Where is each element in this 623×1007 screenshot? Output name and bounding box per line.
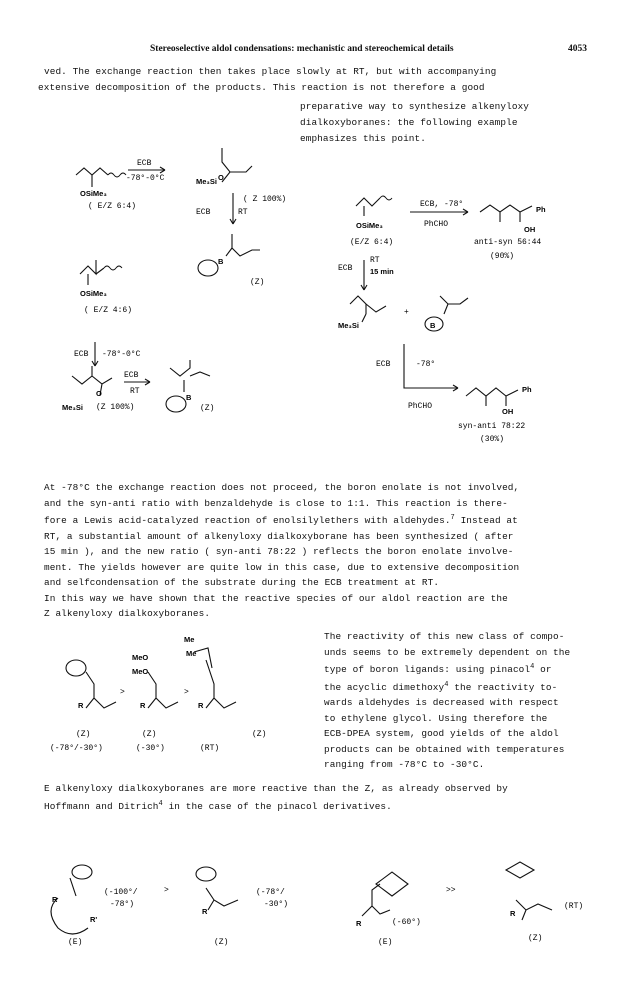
label-gt: > — [184, 688, 189, 697]
text-line: dialkoxyboranes: the following example — [300, 117, 518, 128]
label-rt: RT — [238, 208, 248, 217]
paragraph-2 — [44, 781, 508, 814]
text-span: Hoffmann and Ditrich — [44, 800, 159, 812]
text-line — [324, 678, 570, 696]
label-15min: 15 min — [370, 267, 394, 276]
label-meo: MeO — [132, 653, 149, 662]
text-span: or — [534, 664, 552, 676]
label-ecb: ECB — [376, 360, 391, 369]
text-line: 15 min ), and the new ratio ( syn-anti 78:22 ) reflects the boron enolate involve- — [44, 546, 514, 558]
label-rt: RT — [370, 256, 380, 265]
text-line — [44, 797, 508, 815]
label-ph: Ph — [536, 205, 546, 214]
label-e: (E) — [68, 938, 83, 947]
label-ecb: ECB — [124, 371, 139, 380]
label-me3si: Me₃Si — [196, 177, 217, 186]
label-oh: OH — [524, 225, 536, 234]
text-span: Instead at — [454, 515, 518, 527]
text-line — [44, 511, 519, 529]
label-phcho: PhCHO — [408, 402, 433, 411]
label-osime3: OSiMe₃ — [80, 289, 107, 298]
label-temp: (RT) — [564, 902, 584, 911]
text-span: the acyclic dimethoxy — [324, 681, 445, 693]
right-text-2 — [324, 629, 570, 773]
label-rt: RT — [130, 387, 140, 396]
label-z100: (Z 100%) — [96, 403, 135, 412]
text-line — [324, 660, 570, 678]
label-temp: (-60°) — [392, 918, 421, 927]
running-title: Stereoselective aldol condensations: mechanistic and stereochemical details — [150, 44, 454, 54]
label-me3si: Me₃Si — [62, 403, 83, 412]
text-span: type of boron ligands: using pinacol — [324, 664, 531, 676]
text-span: fore a Lewis acid-catalyzed reaction of enolsilylethers with aldehydes. — [44, 515, 451, 527]
label-r: R — [198, 701, 204, 710]
text-line: ment. The yields however are quite low in this case, due to extensive decomposition — [44, 561, 520, 573]
label-temp: (-100°/ — [104, 888, 138, 897]
label-e: (E) — [378, 938, 393, 947]
label-ratio: ( E/Z 4:6) — [84, 306, 133, 315]
text-line: ranging from -78°C to -30°C. — [324, 759, 485, 771]
label-cond: -78°-0°C — [102, 350, 141, 359]
label-z: (Z) — [250, 278, 265, 287]
label-gt: > — [164, 886, 169, 895]
label-o: O — [96, 389, 102, 398]
label-gt: > — [120, 688, 125, 697]
label-z100: ( Z 100%) — [243, 195, 287, 204]
label-o: O — [218, 173, 224, 182]
label-z: (Z) — [252, 730, 267, 739]
page-number: 4053 — [568, 44, 587, 54]
text-line: emphasizes this point. — [300, 133, 426, 144]
label-ratio: ( E/Z 6:4) — [88, 202, 137, 211]
label-gtgt: >> — [446, 886, 456, 895]
label-r: R — [202, 907, 208, 916]
text-line: The reactivity of this new class of compo- — [324, 631, 565, 642]
label-ecb: ECB — [74, 350, 89, 359]
label-ecb-m78: ECB, -78° — [420, 200, 464, 209]
reference-4: 4 — [444, 680, 449, 689]
label-syn-anti: syn-anti 78:22 — [458, 422, 526, 431]
label-b: B — [218, 257, 224, 266]
label-b: B — [186, 393, 192, 402]
label-temp: (-78°/ — [256, 888, 285, 897]
label-temp: (-78°/-30°) — [50, 744, 103, 753]
text-line: preparative way to synthesize alkenyloxy — [300, 101, 530, 112]
label-z: (Z) — [528, 934, 543, 943]
label-ph: Ph — [522, 385, 532, 394]
text-line: E alkenyloxy dialkoxyboranes are more reactive than the Z, as already observed by — [44, 783, 508, 794]
text-line: to ethylene glycol. Using therefore the — [324, 712, 548, 724]
label-osime3: OSiMe₃ — [356, 221, 383, 230]
body-line: extensive decomposition of the products. This reaction is not therefore a good — [38, 82, 485, 93]
label-cond: -78°-0°C — [126, 174, 165, 183]
text-line: products can be obtained with temperatures — [324, 743, 565, 755]
text-line: and selfcondensation of the substrate during the ECB treatment at RT. — [44, 577, 440, 589]
label-temp: -30°) — [264, 900, 289, 909]
label-ecb: ECB — [196, 208, 211, 217]
label-temp: -78°) — [110, 900, 135, 909]
label-r: R — [510, 909, 516, 918]
label-b: B — [430, 321, 436, 330]
label-yield: (90%) — [490, 252, 515, 261]
reference-4: 4 — [530, 663, 535, 671]
reference-4: 4 — [158, 799, 163, 808]
paragraph-1 — [44, 480, 519, 622]
label-me: Me — [186, 649, 197, 658]
label-r: R — [52, 895, 58, 904]
text-span: the reactivity to- — [448, 681, 558, 693]
label-z: (Z) — [76, 730, 91, 739]
label-ecb: ECB — [338, 264, 353, 273]
text-line: At -78°C the exchange reaction does not proceed, the boron enolate is not involved, — [44, 482, 520, 493]
label-oh: OH — [502, 407, 514, 416]
label-r: R — [78, 701, 84, 710]
label-z: (Z) — [142, 730, 157, 739]
label-phcho: PhCHO — [424, 220, 449, 229]
label-ecb: ECB — [137, 159, 152, 168]
label-plus: + — [404, 308, 409, 317]
text-line: ECB-DPEA system, good yields of the aldol — [324, 728, 559, 740]
text-line: unds seems to be extremely dependent on the — [324, 646, 571, 658]
label-ratio: (E/Z 6:4) — [350, 238, 394, 247]
label-r: R — [356, 919, 362, 928]
label-osime3: OSiMe₃ — [80, 189, 107, 198]
text-line: In this way we have shown that the reactive species of our aldol reaction are the — [44, 592, 508, 604]
label-me3si: Me₃Si — [338, 321, 359, 330]
text-line: Z alkenyloxy dialkoxyboranes. — [44, 608, 211, 620]
label-z: (Z) — [200, 404, 215, 413]
label-me: Me — [184, 635, 195, 644]
label-r: R — [140, 701, 146, 710]
label-z: (Z) — [214, 938, 229, 947]
reference-7: 7 — [450, 514, 455, 522]
label-yield: (30%) — [480, 435, 505, 444]
label-temp: (RT) — [200, 744, 220, 753]
body-line: ved. The exchange reaction then takes place slowly at RT, but with accompanying — [44, 66, 497, 77]
text-span: in the case of the pinacol derivatives. — [162, 800, 392, 812]
label-anti-syn: anti-syn 56:44 — [474, 238, 542, 247]
text-line: and the syn-anti ratio with benzaldehyde is close to 1:1. This reaction is there- — [44, 497, 508, 509]
label-rprime: R' — [90, 915, 98, 924]
label-temp: (-30°) — [136, 744, 165, 753]
label-m78: -78° — [416, 360, 436, 369]
text-line: wards aldehydes is decreased with respect — [324, 697, 559, 709]
label-meo: MeO — [132, 667, 149, 676]
text-line: RT, a substantial amount of alkenyloxy dialkoxyborane has been synthesized ( after — [44, 530, 514, 542]
